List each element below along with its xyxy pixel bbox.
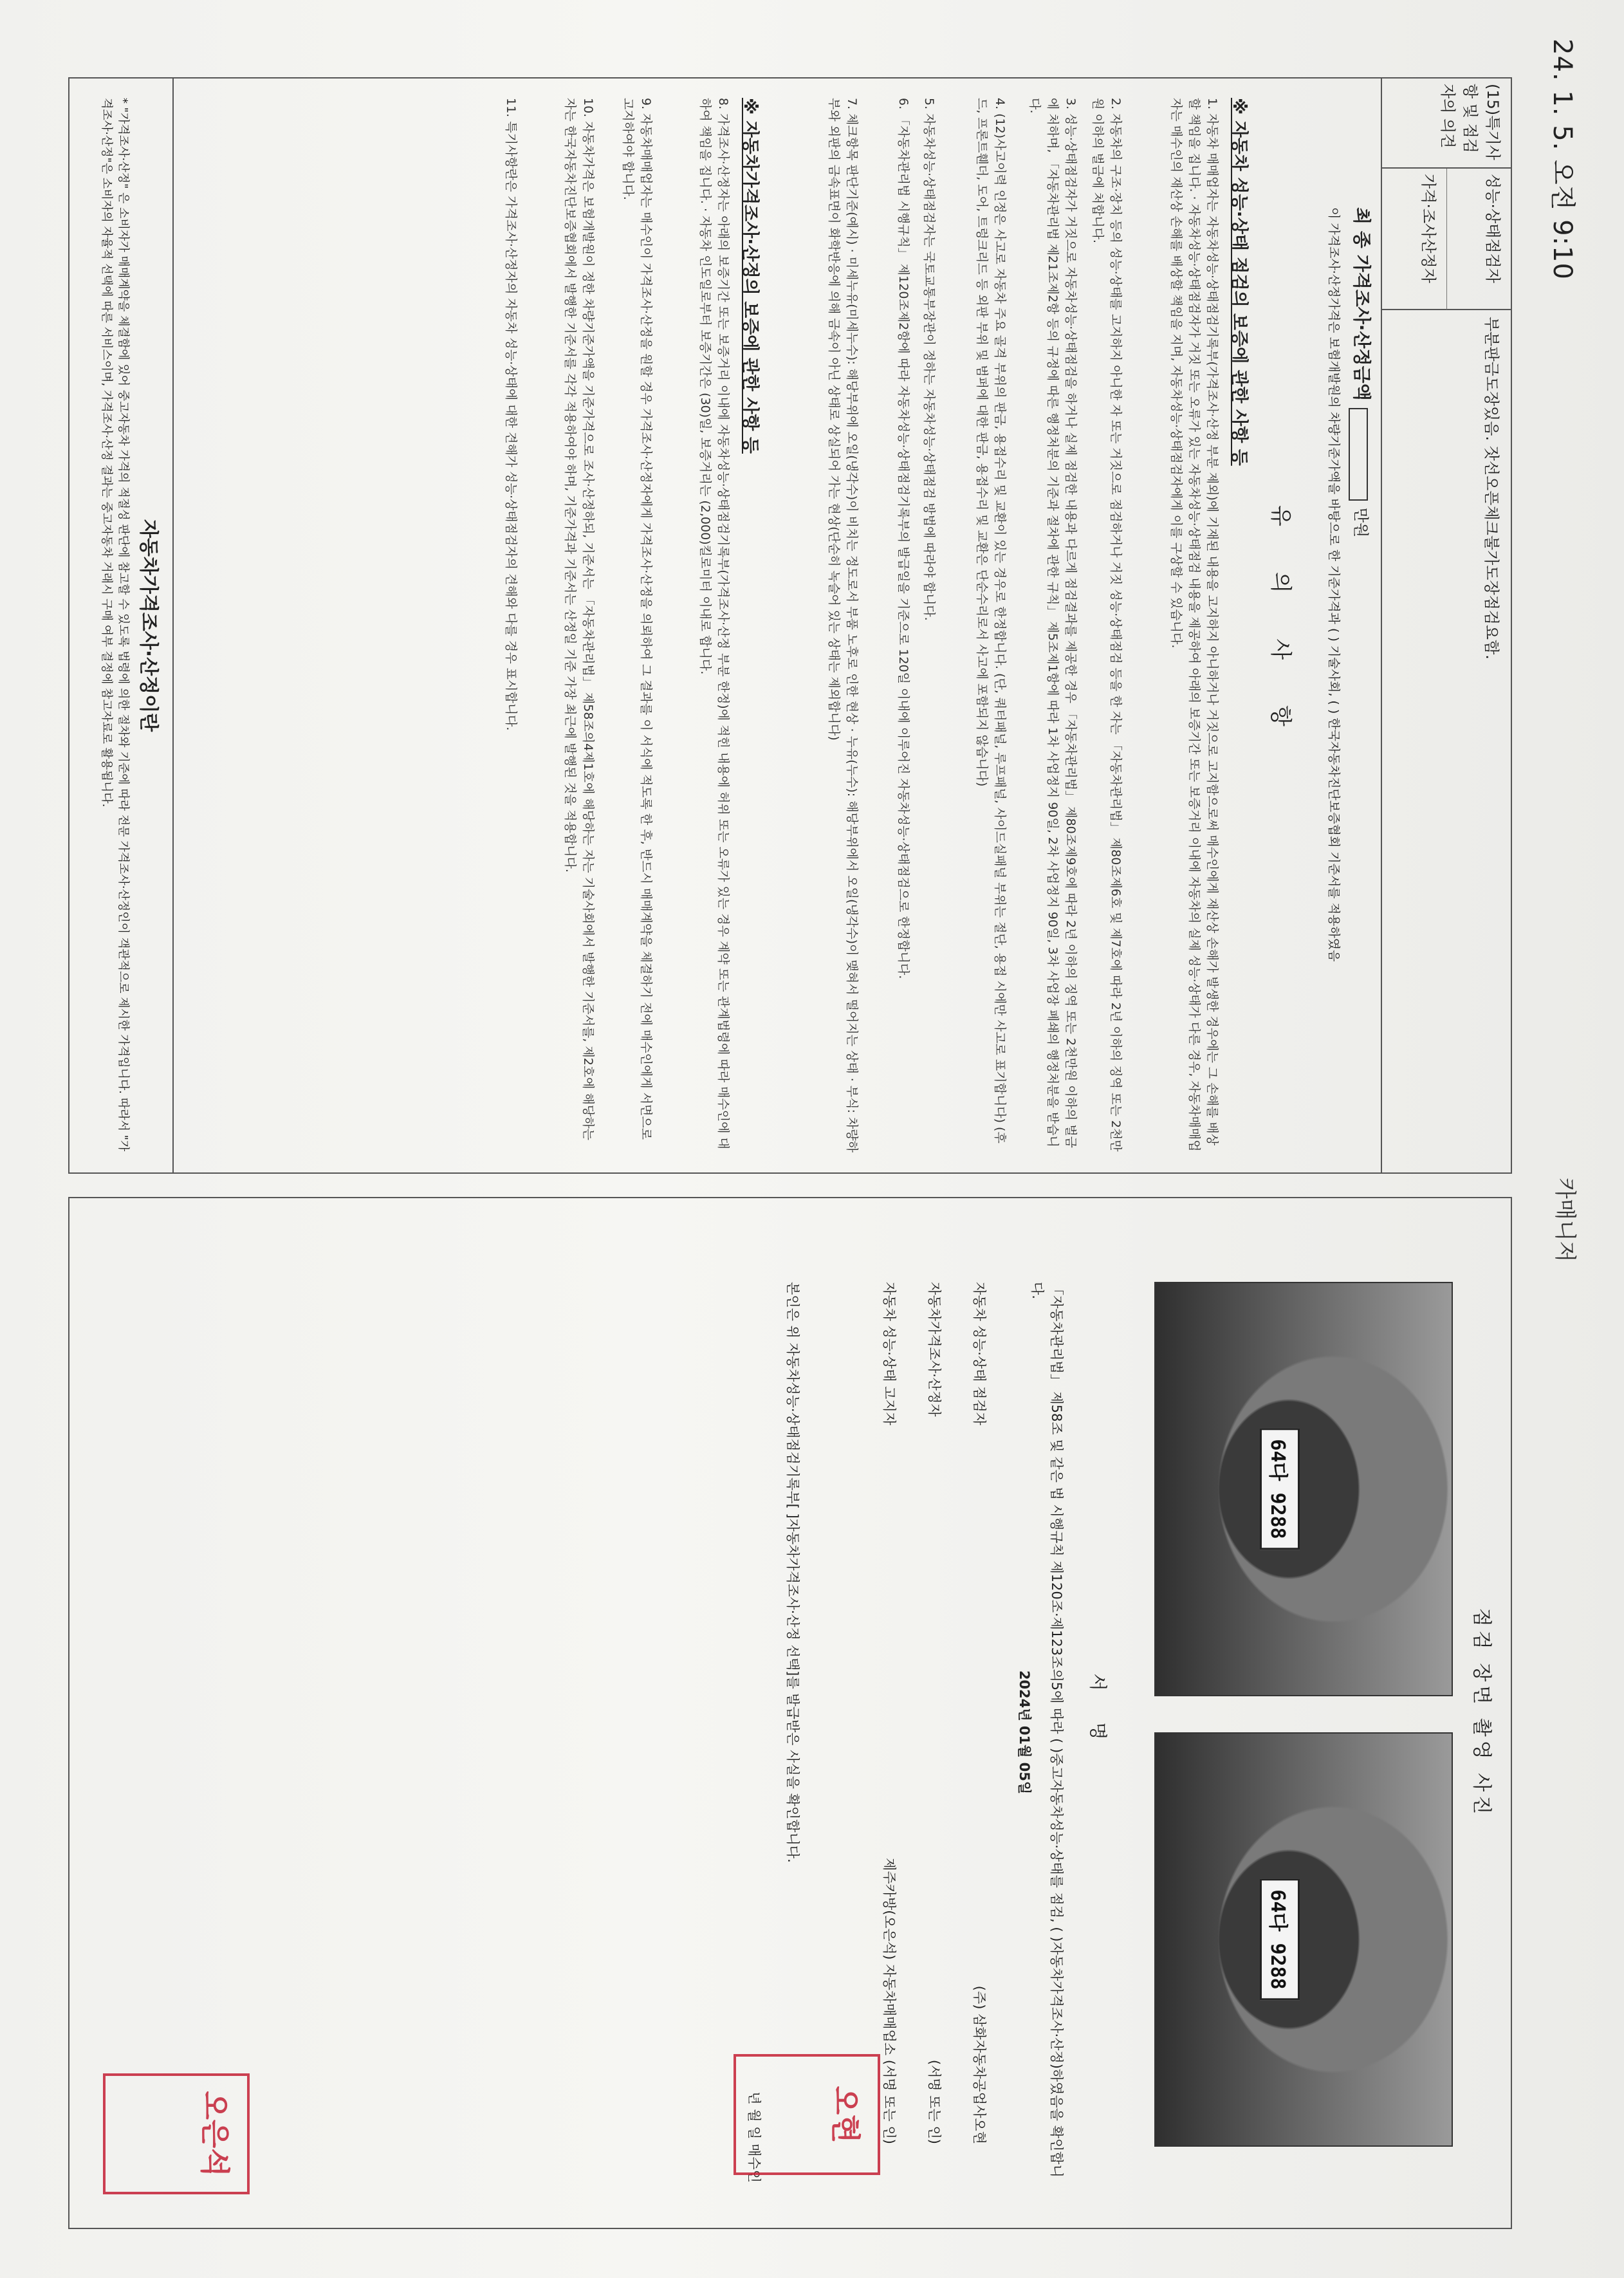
license-plate: 64다 9288	[1260, 1878, 1300, 2000]
special-notes-label: (15)특기사항 및 점검자의 의견	[1382, 79, 1511, 169]
inspection-photo-title: 점검 장면 촬영 사진	[1470, 1607, 1493, 1819]
notice-item-10: 10. 자동차가격은 보험개발원이 정한 차량기준가액을 기준가격으로 조사·산정하되, 기준서는 「자동차관리법」 제58조의4제1호에 해당하는 자는 기술사회에서 발행한 기준서를, 제2호에 해당하는 자는 한국자동차진단보증협회에서 발행한 기준서를 각각 적용하여야 하며, 기준가격과 기준서는 산정일 기준 가장 최근에 발행된 것을 적용합니다.	[563, 98, 595, 1140]
inspector-role: 자동차 성능·상태 점검자	[972, 1282, 987, 1425]
caution-heading: 유 의 사 항	[1268, 505, 1293, 746]
dealer-name: 제주카방(오은석) 자동차매매업소 (서명 또는 인)	[881, 1858, 897, 2144]
price-assessor-label: 가격·조사산정자	[1382, 169, 1446, 310]
buyer-signature-line: 년 월 일 매수인	[746, 2091, 762, 2183]
receipt-confirmation: 본인은 위 자동차성능·상태점검기록부[ ]자동차가격조사·산정 선택]를 발급받은 사실을 확인합니다.	[785, 1282, 800, 1863]
dealer-row	[867, 1282, 900, 2183]
perf-guarantee-title: ※ 자동차 성능·상태 점검의 보증에 관한 사항 등	[1229, 98, 1249, 466]
price-guarantee-title: ※ 자동차가격조사·산정의 보증에 관한 사항 등	[740, 98, 760, 454]
license-plate: 64다 9288	[1260, 1428, 1300, 1550]
special-notes-table	[1381, 79, 1511, 1172]
notice-item-4: 4. (12)사고이력 인정은 사고로 자동차 주요 골격 부위의 판금, 용접수리 및 교환이 있는 경우로 한정합니다. (단, 쿼터패널, 루프패널, 사이드실패널 부위는 절단, 용접 시에만 사고로 표기합니다) (후드, 프론트휀더, 도어, 트렁크리드 등 외판 부위 및 범퍼에 대한 판금, 용접수리 및 교환은 단순수리로서 사고에 포함되지 않습니다)	[975, 98, 1007, 1144]
price-assessor-sign: (서명 또는 인)	[927, 2059, 942, 2144]
price-boxes	[1349, 408, 1369, 501]
price-assessor-role: 자동차가격조사·산정자	[927, 1282, 942, 1417]
dealer-role: 자동차 성능·상태 고지자	[881, 1282, 897, 1425]
inspection-photo-front	[1154, 1282, 1453, 1696]
notice-item-3: 3. 성능·상태점검자가 거짓으로 자동차성능·상태점검을 하거나 실제 점검한 내용과 다르게 점검결과를 제공한 경우 「자동차관리법」 제80조제9호에 따라 2년 이하의 징역 또는 2천만원 이하의 벌금에 처하며, 「자동차관리법 제21조제2항 등의 규정에 따른 행정처분의 기준과 절차에 관한 규칙」 제5조제1항에 따라 1차 사업정지 90일, 2차 사업정지 90일, 3차 사업장 폐쇄의 행정처분을 받습니다.	[1028, 98, 1078, 1149]
notice-panel	[68, 77, 1512, 1174]
photo-signature-panel	[68, 1197, 1512, 2229]
price-note: 이 가격조사·산정가격은 보험개발원의 차량기준가액을 바탕으로 한 기준가격과 ( ) 기술사회, ( ) 한국자동차진단보증협회 기준서를 적용하였음	[1327, 207, 1342, 962]
price-assessor-row	[912, 1282, 945, 2183]
notice-item-1: 1. 자동차 매매업자는 자동차성능·상태점검기록부(가격조사·산정 부분 제외)에 기재된 내용을 고지하지 아니하거나 거짓으로 고지함으로써 매수인에게 재산상 손해가 발생한 경우에는 그 손해를 배상할 책임을 집니다. · 자동차성능·상태점검자가 거짓 또는 오류가 있는 자동차성능·상태점검 내용을 제공하여 아래의 보증기간 또는 보증거리 이내에 자동차의 실제 성능·상태가 다른 경우, 자동차매매업자는 매수인의 재산상 손해를 배상할 책임을 지며, 자동차성능·상태점검자에게 이를 구상할 수 있습니다.	[1169, 98, 1219, 1152]
perf-inspector-opinion: 부분판금도장있음. 잣선오픈체크불가도장점검요함.	[1482, 317, 1500, 660]
notice-item-11: 11. 특기사항란은 가격조사·산정자의 자동차 성능·상태에 대한 견해가 성능·상태점검자의 견해와 다를 경우 표시합니다.	[504, 98, 518, 731]
rotated-page	[26, 19, 1596, 2259]
price-unit: 만원	[1352, 507, 1370, 538]
inspector-row	[957, 1282, 990, 2183]
notice-item-2: 2. 자동차의 구조·장치 등의 성능·상태를 고지하지 아니한 자 또는 거짓으로 점검하거나 거짓 성능·상태점검 등을 한 자는 「자동차관리법」 제80조제6호 및 제7호에 따라 2년 이하의 징역 또는 2천만원 이하의 벌금에 처합니다.	[1091, 98, 1123, 1152]
notice-item-7: 7. 체크항목 판단기준(예시) · 미세누유(미세누수): 해당부위에 오일(냉각수)이 비치는 정도로서 부품 노후로 인한 현상 · 누유(누수): 해당부위에서 오일(냉각수)이 맺혀서 떨어지는 상태 · 부식: 차량하부와 외판의 금속표면이 화학반응에 의해 금속이 아닌 상태로 상실되어 가는 현상(단순히 녹슬어 있는 상태는 제외합니다)	[827, 98, 859, 1153]
price-definition-title: 자동차가격조사·산정이란	[137, 519, 160, 732]
notice-item-6: 6. 「자동차관리법 시행규칙」 제120조제2항에 따라 자동차성능·상태점검기록부의 발급일을 기준으로 120일 이내에 이루어진 자동차성능·상태점검으로 한정합니다.	[896, 98, 910, 979]
notice-item-5: 5. 자동차성능·상태점검자는 국토교통부장관이 정하는 자동차성능·상태점검 방법에 따라야 합니다.	[922, 98, 936, 621]
red-seal-stamp: 오은석	[103, 2073, 250, 2194]
print-timestamp: 24. 1. 5. 오전 9:10	[1547, 39, 1577, 280]
inspection-photo-rear	[1154, 1732, 1453, 2147]
red-seal-stamp: 오현	[734, 2054, 880, 2175]
notice-item-8: 8. 가격조사·산정자는 아래의 보증기간 또는 보증거리 이내에 자동차성능·상태점검기록부(가격조사·산정 부분 한정)에 적힌 내용에 허위 또는 오류가 있는 경우 계약 또는 관계법령에 따라 매수인에 대하여 책임을 집니다. · 자동차 인도일로부터 보증기간은 (30)일, 보증거리는 (2,000)킬로미터 이내로 합니다.	[698, 98, 730, 1149]
signature-heading: 서 명	[1087, 1673, 1109, 1753]
price-definition-box	[69, 79, 174, 1172]
price-section	[1327, 207, 1376, 1108]
notice-item-9: 9. 자동차매매업자는 매수인이 가격조사·산정을 원할 경우 가격조사·산정자에게 가격조사·산정을 의뢰하여 그 결과를 이 서식에 적도록 한 후, 반드시 매매계약을 체결하기 전에 매수인에게 서면으로 고지하여야 합니다.	[621, 98, 653, 1140]
perf-inspector-label: 성능·상태점검자	[1446, 169, 1511, 310]
inspector-name: (주) 삼화자동차공업사오현	[972, 1985, 987, 2144]
signature-date: 2024년 01월 05일	[1017, 1670, 1032, 1795]
price-definition-text: * "가격조사·산정" 은 소비자가 매매계약을 체결함에 있어 중고자동차 가격의 적절성 판단에 참고할 수 있도록 법령에 의한 절차와 기준에 따라 전문 가격조사·산정인이 객관적으로 제시한 가격입니다. 따라서 "가격조사·산정"은 소비자의 자율적 선택에 따른 서비스이며, 가격조사·산정 결과는 중고자동차 거래시 구매 여부 결정에 참고자료로 활용됩니다.	[100, 98, 130, 1152]
brand-name: 카매니저	[1552, 1178, 1578, 1263]
final-price-title: 최 종 가격조사·산정금액	[1351, 207, 1372, 401]
law-confirmation-text: 「자동차관리법」 제58조 및 같은 법 시행규칙 제120조·제123조의5에 따라 ( )중고자동차성능·상태를 점검, ( )자동차가격조사·산정)하였음을 확인합니다.	[1029, 1282, 1064, 2178]
